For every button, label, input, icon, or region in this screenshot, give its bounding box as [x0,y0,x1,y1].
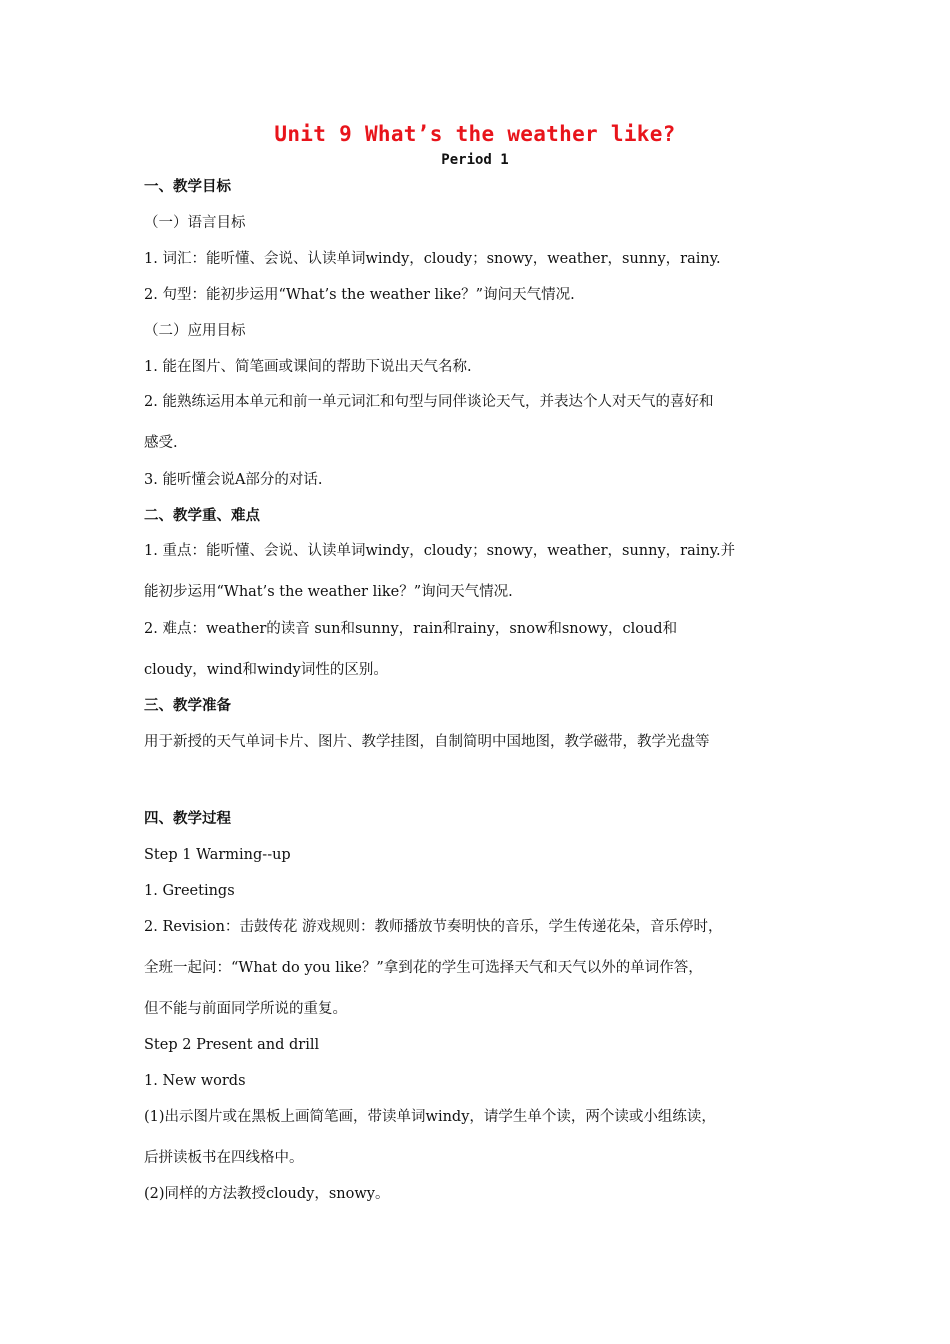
subsection-heading: （二）应用目标 [144,323,246,339]
step-heading: Step 2 Present and drill [144,1037,320,1053]
paragraph-line: 1. New words [144,1073,246,1089]
paragraph-line: 全班一起问：“What do you like？”拿到花的学生可选择天气和天气以外的单词作答， [144,960,703,976]
section-heading: 三、教学准备 [144,697,231,714]
paragraph-line: (1)出示图片或在黑板上画简笔画，带读单词windy，请学生单个读，两个读或小组练读， [144,1109,716,1125]
step-heading: Step 1 Warming--up [144,847,291,863]
paragraph-line: 1. 词汇：能听懂、会说、认读单词windy，cloudy；snowy，weather，sunny，rainy. [144,251,721,267]
paragraph-line: 后拼读板书在四线格中。 [144,1150,304,1166]
paragraph-line: 1. 能在图片、简笔画或课间的帮助下说出天气名称. [144,359,472,375]
paragraph-line: 用于新授的天气单词卡片、图片、教学挂图，自制简明中国地图，教学磁带，教学光盘等 [144,734,710,750]
paragraph-line: 但不能与前面同学所说的重复。 [144,1001,347,1017]
subsection-heading: （一）语言目标 [144,215,246,231]
paragraph-line: 能初步运用“What’s the weather like？”询问天气情况. [144,584,513,600]
paragraph-line: 2. 句型：能初步运用“What’s the weather like？”询问天气情况. [144,287,575,303]
paragraph-line: 2. 能熟练运用本单元和前一单元词汇和句型与同伴谈论天气，并表达个人对天气的喜好和 [144,394,714,410]
paragraph-line: cloudy，wind和windy词性的区别。 [144,662,388,678]
paragraph-line: 1. Greetings [144,883,235,899]
paragraph-line: (2)同样的方法教授cloudy，snowy。 [144,1186,390,1202]
paragraph-line: 感受. [144,435,178,451]
paragraph-line: 2. 难点：weather的读音 sun和sunny，rain和rainy，snow和snowy，cloud和 [144,621,678,637]
section-heading: 一、教学目标 [144,178,231,195]
document-subtitle: Period 1 [441,152,509,168]
document-title: Unit 9 What’s the weather like? [274,122,676,146]
section-heading: 四、教学过程 [144,810,231,827]
paragraph-line: 1. 重点：能听懂、会说、认读单词windy，cloudy；snowy，weather，sunny，rainy.并 [144,543,736,559]
paragraph-line: 3. 能听懂会说A部分的对话. [144,472,323,488]
section-heading: 二、教学重、难点 [144,507,260,524]
paragraph-line: 2. Revision：击鼓传花 游戏规则：教师播放节奏明快的音乐，学生传递花朵，音乐停时， [144,919,723,935]
